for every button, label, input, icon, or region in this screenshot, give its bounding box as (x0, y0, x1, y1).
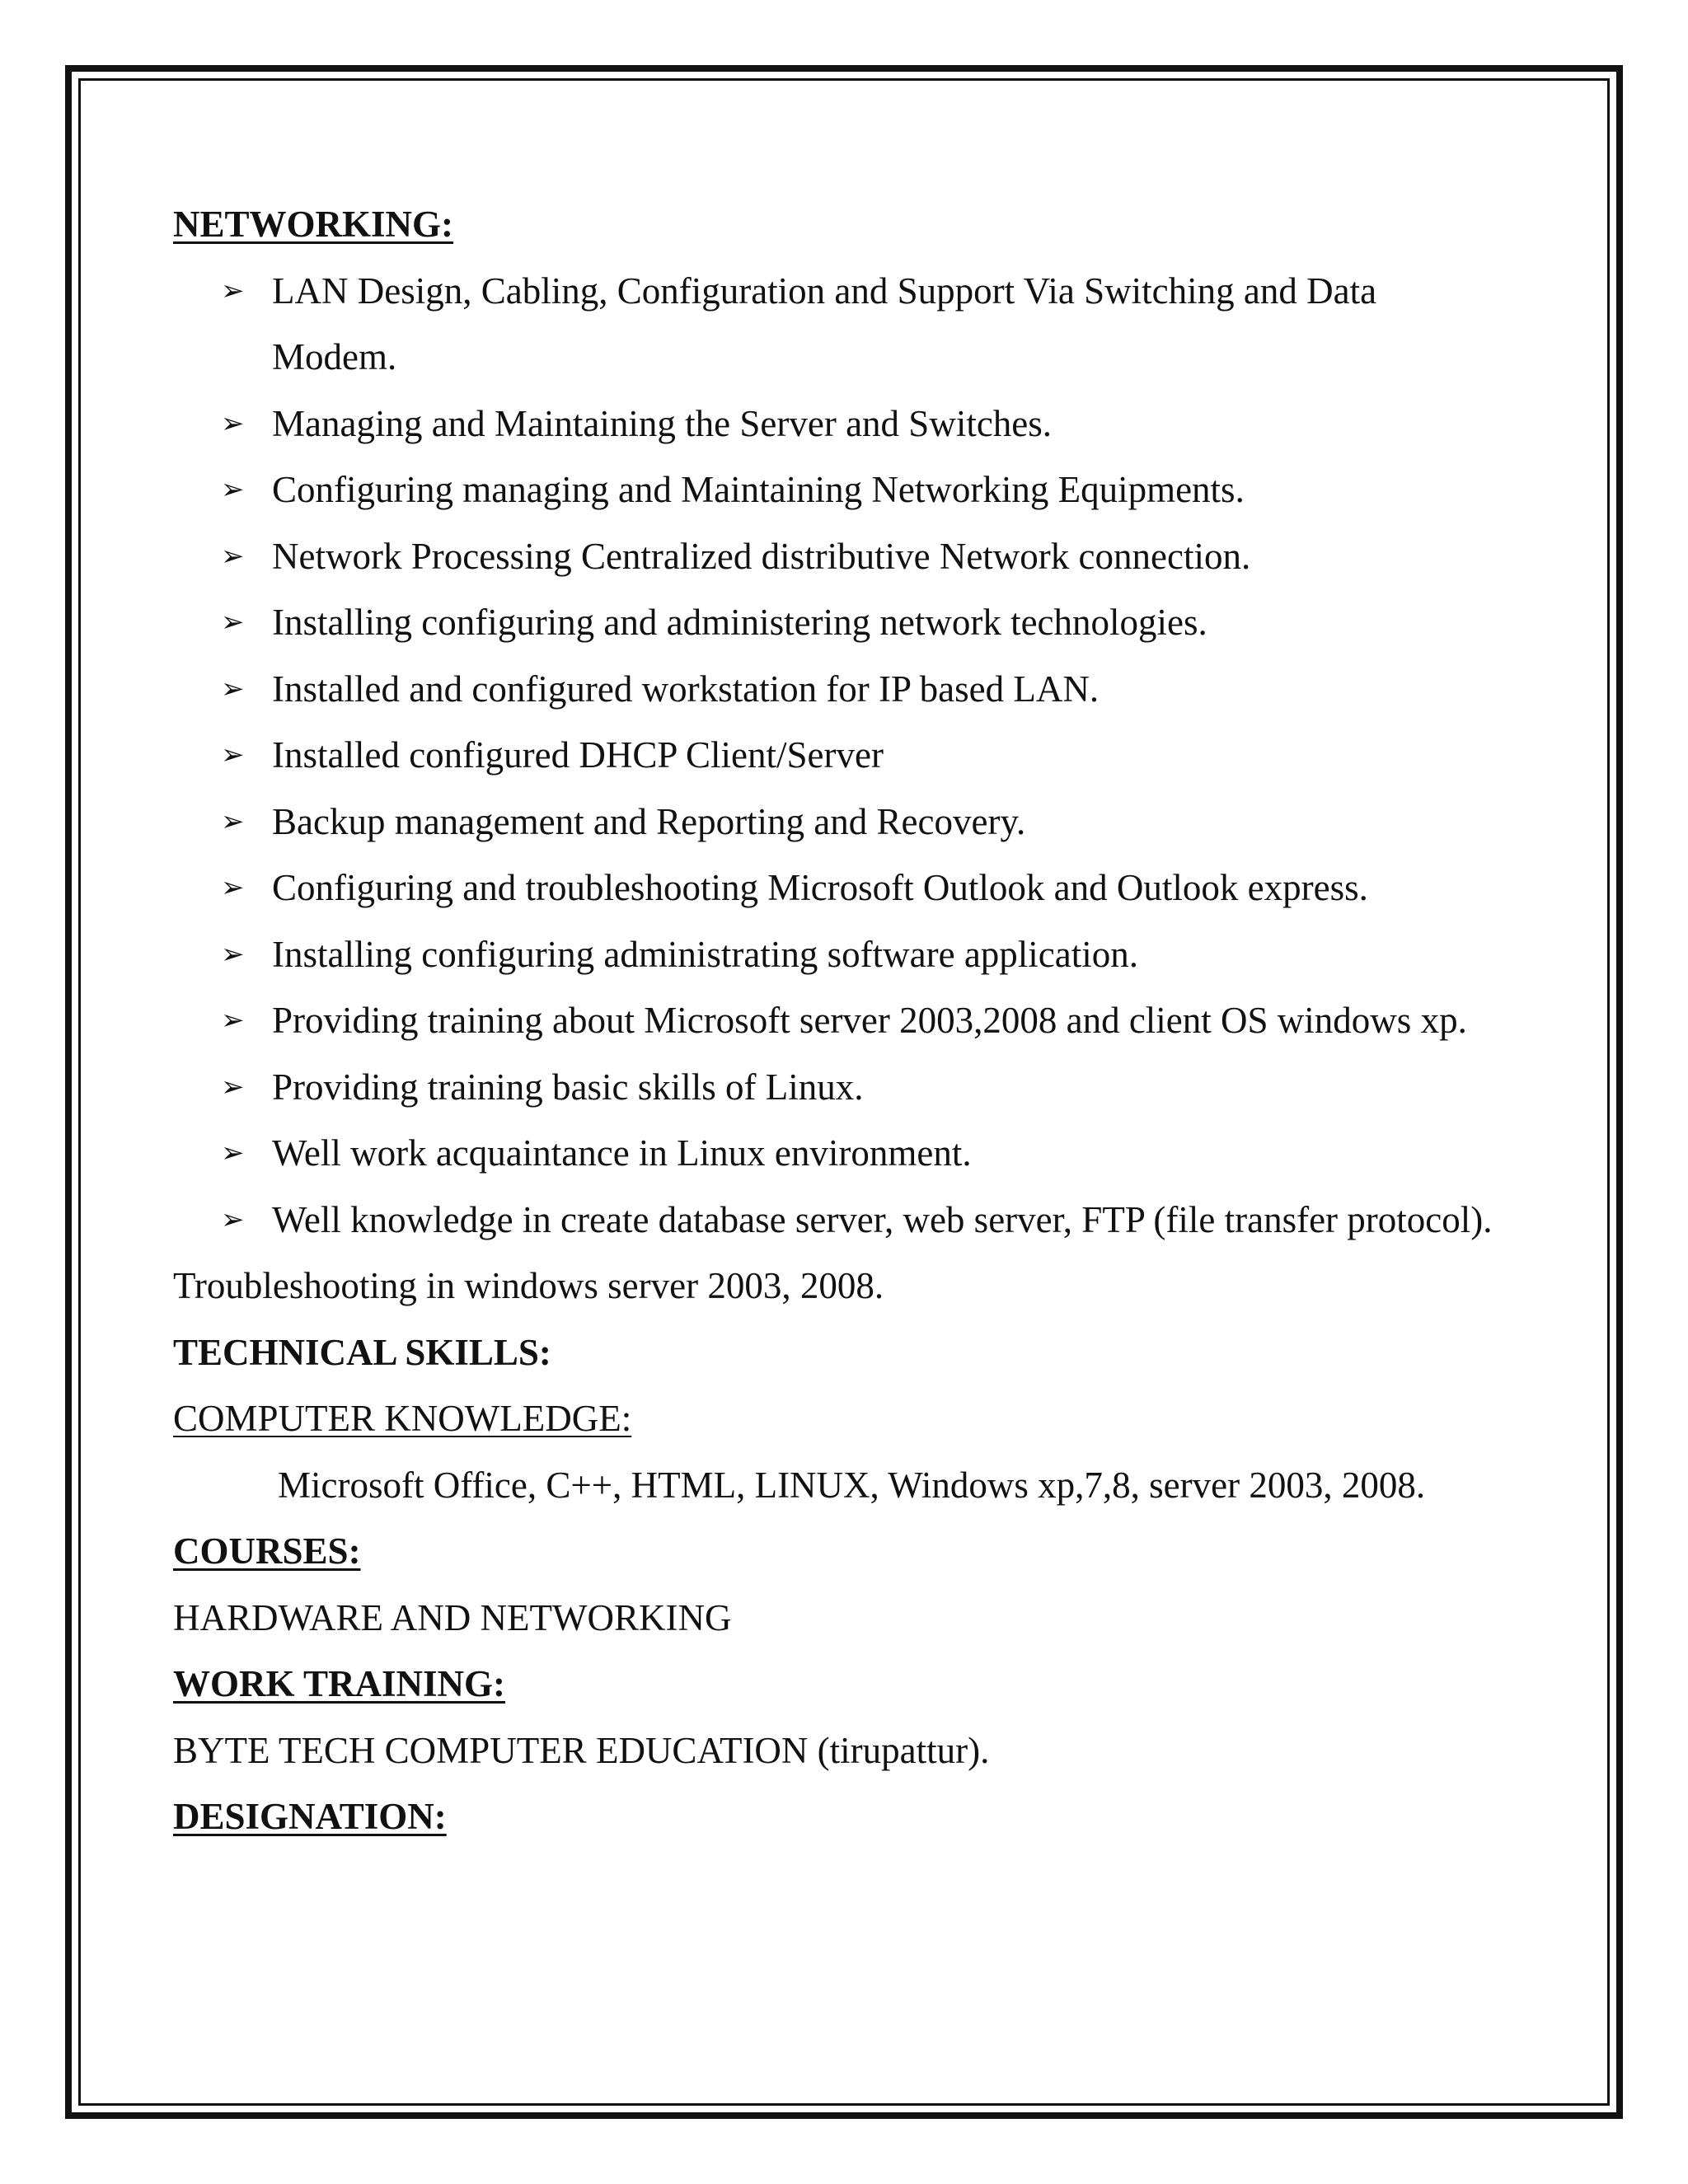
arrow-bullet-icon: ➢ (221, 738, 245, 771)
list-item (173, 722, 1508, 789)
list-item-text: Providing training basic skills of Linux. (272, 1066, 864, 1108)
computer-knowledge-text: Microsoft Office, C++, HTML, LINUX, Windows xp,7,8, server 2003, 2008. (278, 1464, 1426, 1506)
list-item-text: Installed configured DHCP Client/Server (272, 734, 884, 776)
courses-text: HARDWARE AND NETWORKING (173, 1596, 732, 1638)
arrow-bullet-icon: ➢ (221, 606, 245, 639)
arrow-bullet-icon: ➢ (221, 1070, 245, 1104)
list-item-text: Network Processing Centralized distributive Network connection. (272, 535, 1251, 577)
list-item-text: Installing configuring administrating software application. (272, 933, 1138, 975)
work-training-text: BYTE TECH COMPUTER EDUCATION (tirupattur). (173, 1729, 990, 1771)
list-item-text: Backup management and Reporting and Recovery. (272, 800, 1026, 842)
list-item (173, 1120, 1508, 1187)
list-item (173, 457, 1508, 523)
list-item (173, 987, 1508, 1054)
list-item-text: Well work acquaintance in Linux environment. (272, 1132, 972, 1174)
networking-heading: NETWORKING: (173, 204, 454, 245)
resume-content (173, 191, 1525, 1850)
work-training-heading: WORK TRAINING: (173, 1663, 505, 1704)
list-item (173, 855, 1508, 921)
list-item (173, 1187, 1508, 1254)
technical-skills-heading: TECHNICAL SKILLS: (173, 1331, 551, 1373)
arrow-bullet-icon: ➢ (221, 871, 245, 904)
designation-heading: DESIGNATION: (173, 1796, 447, 1837)
list-item-text: LAN Design, Cabling, Configuration and Support Via Switching and Data Modem. (272, 269, 1377, 377)
list-item-text: Well knowledge in create database server, web server, FTP (file transfer protocol). (272, 1198, 1493, 1240)
list-item (173, 589, 1508, 656)
list-item (173, 523, 1508, 590)
computer-knowledge-subheading: COMPUTER KNOWLEDGE: (173, 1398, 632, 1439)
arrow-bullet-icon: ➢ (221, 1202, 245, 1236)
list-item-text: Managing and Maintaining the Server and Switches. (272, 402, 1053, 444)
arrow-bullet-icon: ➢ (221, 406, 245, 440)
list-item (173, 921, 1508, 988)
list-item-text: Configuring and troubleshooting Microsoft Outlook and Outlook express. (272, 867, 1368, 908)
list-item (173, 1054, 1508, 1121)
arrow-bullet-icon: ➢ (221, 672, 245, 705)
list-item-text: Configuring managing and Maintaining Networking Equipments. (272, 469, 1245, 510)
arrow-bullet-icon: ➢ (221, 539, 245, 573)
arrow-bullet-icon: ➢ (221, 1004, 245, 1037)
arrow-bullet-icon: ➢ (221, 804, 245, 838)
list-item (173, 656, 1508, 723)
troubleshooting-line: Troubleshooting in windows server 2003, 2008. (173, 1265, 884, 1306)
arrow-bullet-icon: ➢ (221, 1137, 245, 1169)
list-item (173, 391, 1508, 457)
arrow-bullet-icon: ➢ (221, 274, 245, 307)
list-item-text: Providing training about Microsoft server 2003,2008 and client OS windows xp. (272, 1000, 1467, 1041)
courses-heading: COURSES: (173, 1530, 361, 1572)
arrow-bullet-icon: ➢ (221, 473, 245, 506)
list-item (173, 258, 1508, 391)
networking-list (173, 258, 1525, 1254)
arrow-bullet-icon: ➢ (221, 937, 245, 971)
list-item-text: Installed and configured workstation for IP based LAN. (272, 668, 1100, 710)
list-item-text: Installing configuring and administering network technologies. (272, 602, 1207, 643)
list-item (173, 789, 1508, 855)
